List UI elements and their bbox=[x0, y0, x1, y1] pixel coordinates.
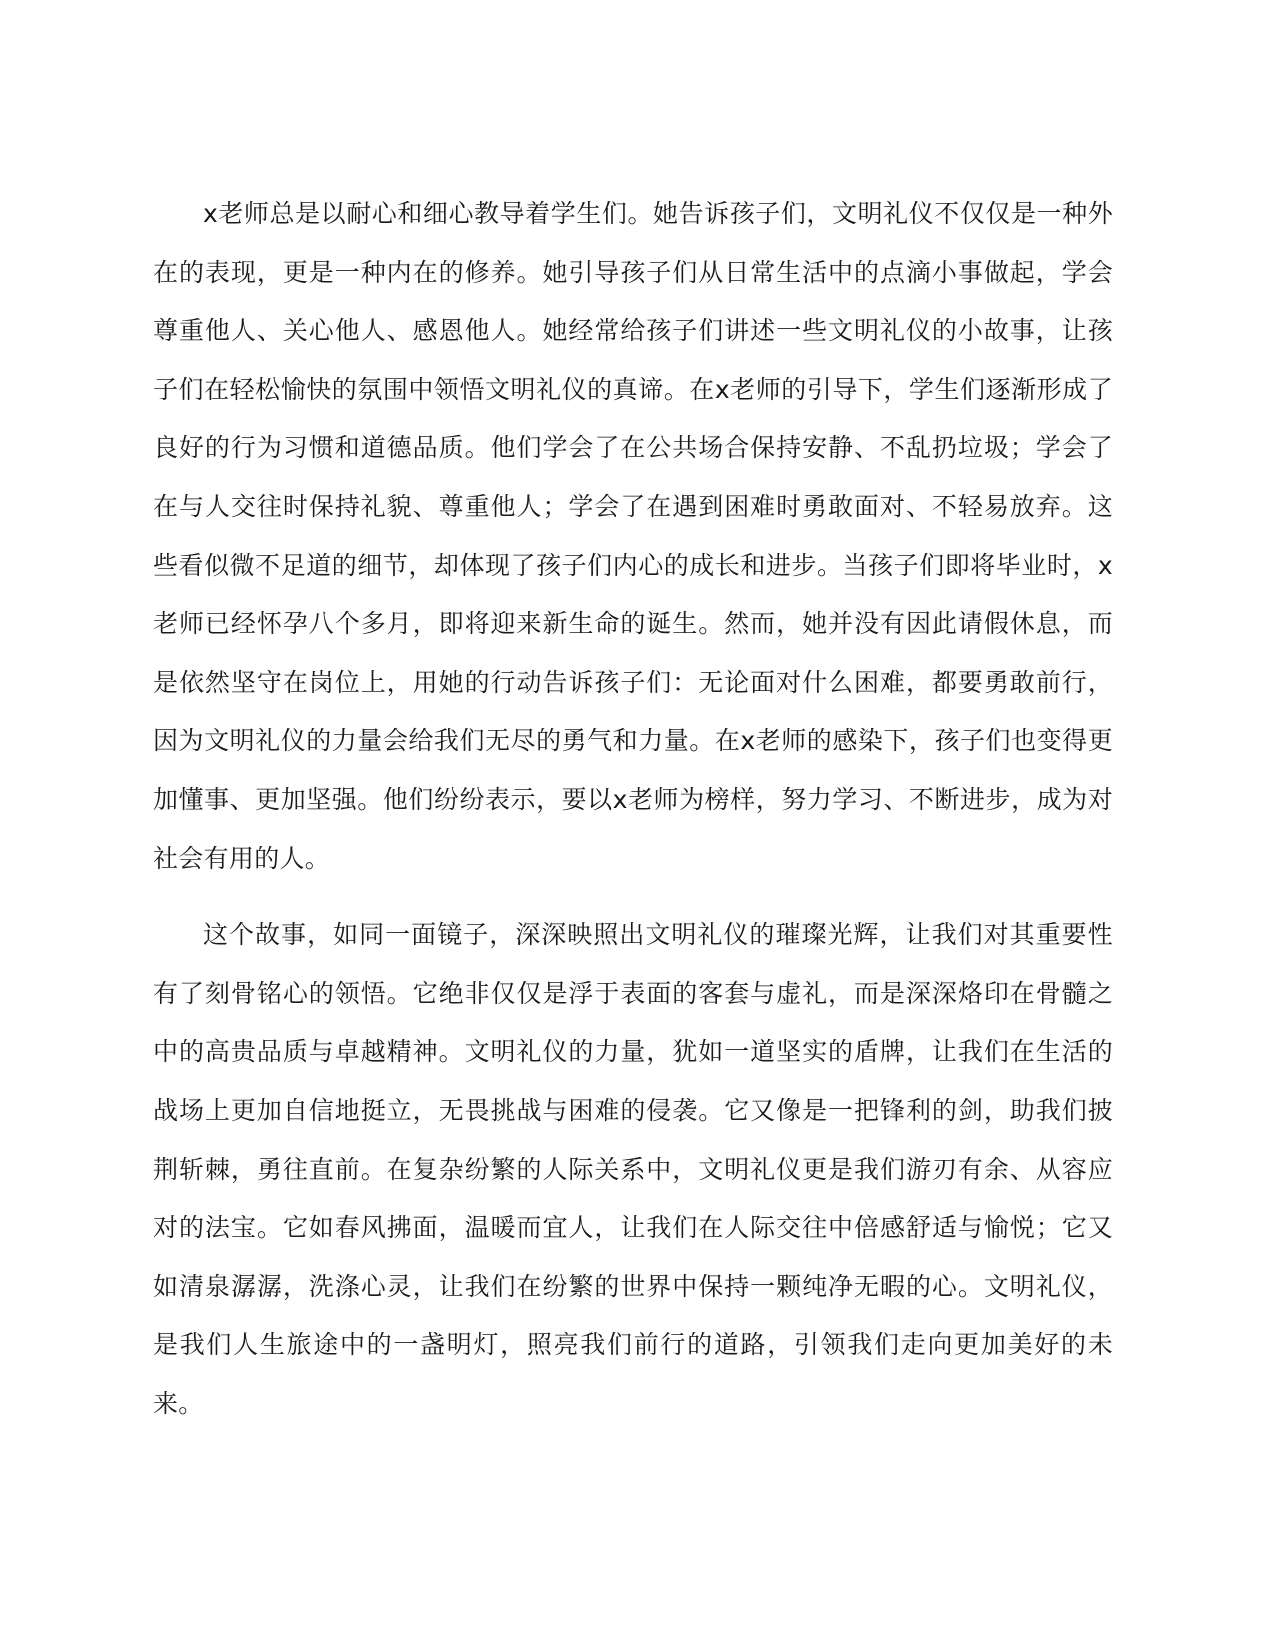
paragraph-2: 这个故事，如同一面镜子，深深映照出文明礼仪的璀璨光辉，让我们对其重要性有了刻骨铭心的领悟。它绝非仅仅是浮于表面的客套与虚礼，而是深深烙印在骨髓之中的高贵品质与卓越精神。文明礼仪的力量，犹如一道坚实的盾牌，让我们在生活的战场上更加自信地挺立，无畏挑战与困难的侵袭。它又像是一把锋利的剑，助我们披荆斩棘，勇往直前。在复杂纷繁的人际关系中，文明礼仪更是我们游刃有余、从容应对的法宝。它如春风拂面，温暖而宜人，让我们在人际交往中倍感舒适与愉悦；它又如清泉潺潺，洗涤心灵，让我们在纷繁的世界中保持一颗纯净无暇的心。文明礼仪，是我们人生旅途中的一盏明灯，照亮我们前行的道路，引领我们走向更加美好的未来。 bbox=[153, 920, 1113, 1418]
paragraph-1: x老师总是以耐心和细心教导着学生们。她告诉孩子们，文明礼仪不仅仅是一种外在的表现，更是一种内在的修养。她引导孩子们从日常生活中的点滴小事做起，学会尊重他人、关心他人、感恩他人。她经常给孩子们讲述一些文明礼仪的小故事，让孩子们在轻松愉快的氛围中领悟文明礼仪的真谛。在x老师的引导下，学生们逐渐形成了良好的行为习惯和道德品质。他们学会了在公共场合保持安静、不乱扔垃圾；学会了在与人交往时保持礼貌、尊重他人；学会了在遇到困难时勇敢面对、不轻易放弃。这些看似微不足道的细节，却体现了孩子们内心的成长和进步。当孩子们即将毕业时，x老师已经怀孕八个多月，即将迎来新生命的诞生。然而，她并没有因此请假休息，而是依然坚守在岗位上，用她的行动告诉孩子们：无论面对什么困难，都要勇敢前行，因为文明礼仪的力量会给我们无尽的勇气和力量。在x老师的感染下，孩子们也变得更加懂事、更加坚强。他们纷纷表示，要以x老师为榜样，努力学习、不断进步，成为对社会有用的人。 bbox=[153, 199, 1113, 873]
document-body bbox=[153, 185, 1113, 1433]
